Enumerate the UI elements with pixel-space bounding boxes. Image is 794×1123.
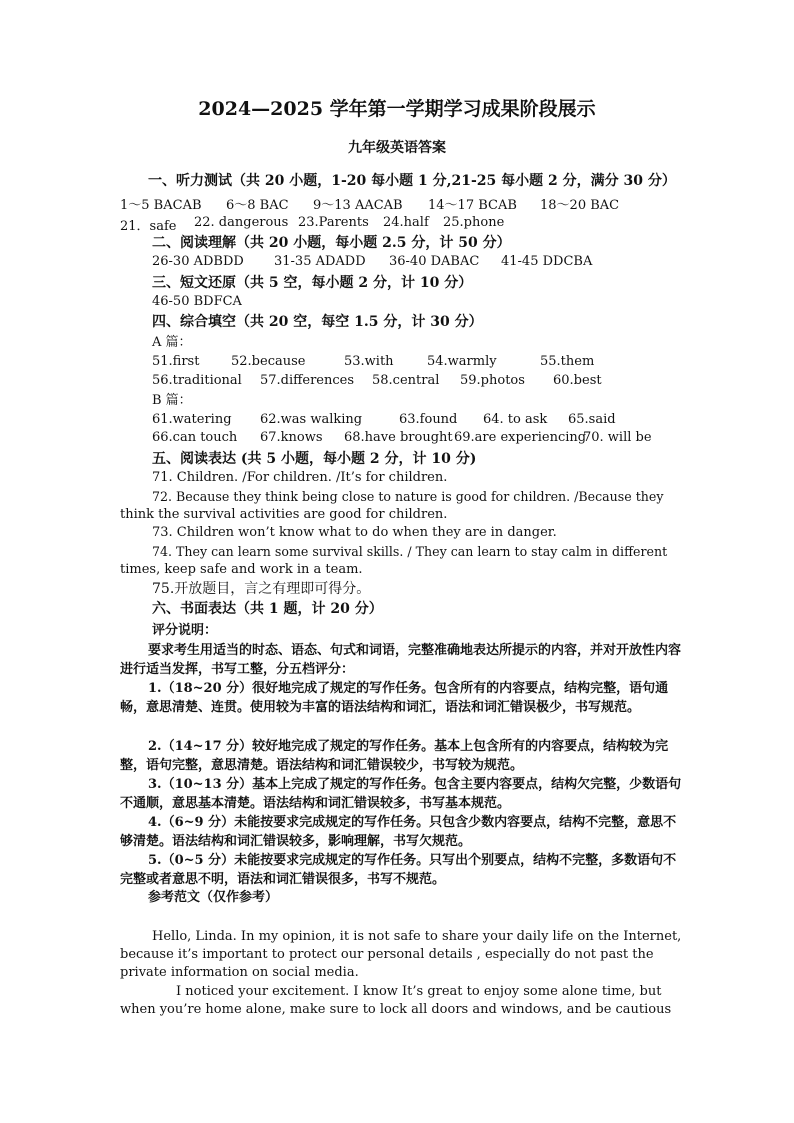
criterion-5: 5.（0~5 分）未能按要求完成规定的写作任务。只写出个别要点，结构不完整，多数语句不完整或者意思不明，语法和词汇错误很多，书写不规范。: [120, 853, 677, 887]
criterion-1: 1.（18~20 分）很好地完成了规定的写作任务。包含所有的内容要点，结构完整，语句通畅，意思清楚、连贯。使用较为丰富的语法结构和词汇，语法和词汇错误极少，书写规范。: [120, 681, 669, 715]
section-6-heading: 六、书面表达（共 1 题，计 20 分）: [152, 601, 383, 617]
answer-item: 56.traditional: [152, 373, 242, 388]
answer-74-line-1: 74. They can learn some survival skills. / They can learn to stay calm in different: [152, 544, 668, 559]
answer-item: 21．safe: [120, 219, 177, 234]
answer-73: 73. Children won’t know what to do when they are in danger.: [152, 525, 557, 540]
answer-item: 67.knows: [260, 430, 323, 445]
evaluation-label: 评分说明：: [152, 623, 218, 638]
part-b-row-2: [0, 430, 794, 448]
criterion-2: 2.（14~17 分）较好地完成了规定的写作任务。基本上包含所有的内容要点，结构较为完整，语句完整，意思清楚。语法结构和词汇错误较少，书写较为规范。: [120, 739, 669, 773]
answer-group: 14～17 BCAB: [428, 198, 517, 213]
answer-group: 41-45 DDCBA: [501, 254, 593, 269]
part-b-row-1: [0, 412, 794, 430]
answer-item: 25.phone: [443, 215, 505, 230]
answer-item: 54.warmly: [427, 354, 497, 369]
essay-line: I noticed your excitement. I know It’s great to enjoy some alone time, but: [176, 984, 662, 999]
answer-75: 75.开放题目，言之有理即可得分。: [152, 581, 371, 597]
essay-line: Hello, Linda. In my opinion, it is not safe to share your daily life on the Internet,: [152, 929, 682, 944]
answer-group: 1～5 BACAB: [120, 198, 202, 213]
answer-item: 58.central: [372, 373, 440, 388]
page-title: 2024—2025 学年第一学期学习成果阶段展示: [198, 98, 596, 120]
answer-item: 61.watering: [152, 412, 232, 427]
answer-item: 66.can touch: [152, 430, 238, 445]
answer-item: 62.was walking: [260, 412, 363, 427]
answer-group: 36-40 DABAC: [389, 254, 480, 269]
answer-item: 24.half: [383, 215, 429, 230]
answer-group: 31-35 ADADD: [274, 254, 366, 269]
answer-item: 63.found: [399, 412, 458, 427]
answer-item: 23.Parents: [298, 215, 369, 230]
criterion-4: 4.（6~9 分）未能按要求完成规定的写作任务。只包含少数内容要点，结构不完整，意思不够清楚。语法结构和词汇错误较多，影响理解，书写欠规范。: [120, 815, 677, 849]
answer-item: 69.are experiencing: [454, 430, 587, 445]
page-subtitle: 九年级英语答案: [348, 140, 446, 156]
essay-line: when you’re home alone, make sure to lock all doors and windows, and be cautious: [120, 1002, 672, 1017]
answer-item: 55.them: [540, 354, 595, 369]
answer-item: 57.differences: [260, 373, 355, 388]
answer-group: 9～13 AACAB: [313, 198, 403, 213]
part-a-row-1: [0, 354, 794, 372]
answer-group: 26-30 ADBDD: [152, 254, 244, 269]
part-a-label: A 篇：: [152, 335, 192, 350]
section-1-answers-row-2: [0, 215, 794, 233]
section-2-heading: 二、阅读理解（共 20 小题，每小题 2.5 分，计 50 分）: [152, 235, 511, 251]
answer-item: 70. will be: [583, 430, 652, 445]
answer-item: 65.said: [568, 412, 616, 427]
answer-item: 53.with: [344, 354, 394, 369]
answer-item: 52.because: [231, 354, 306, 369]
criterion-3: 3.（10~13 分）基本上完成了规定的写作任务。包含主要内容要点，结构欠完整，少数语句不通顺，意思基本清楚。语法结构和词汇错误较多，书写基本规范。: [120, 777, 682, 811]
answer-group: 18～20 BAC: [540, 198, 620, 213]
essay-line: because it’s important to protect our personal details , especially do not past the: [120, 947, 654, 962]
answer-group: 6～8 BAC: [226, 198, 289, 213]
answer-item: 22. dangerous: [194, 215, 289, 230]
answer-item: 64. to ask: [483, 412, 548, 427]
section-1-answers-row-1: [0, 194, 794, 212]
section-2-answers: [0, 254, 794, 272]
part-a-row-2: [0, 373, 794, 391]
section-5-heading: 五、阅读表达 (共 5 小题，每小题 2 分，计 10 分): [152, 451, 477, 467]
part-b-label: B 篇：: [152, 393, 192, 408]
answer-item: 59.photos: [460, 373, 525, 388]
section-1-heading: 一、听力测试（共 20 小题，1-20 每小题 1 分,21-25 每小题 2 分，满分 30 分）: [148, 173, 676, 189]
essay-line: private information on social media.: [120, 965, 359, 980]
sample-essay-label: 参考范文（仅作参考）: [148, 890, 279, 905]
section-3-answers: 46-50 BDFCA: [152, 294, 242, 309]
evaluation-intro: 要求考生用适当的时态、语态、句式和词语，完整准确地表达所提示的内容，并对开放性内容进行适当发挥，书写工整，分五档评分：: [120, 643, 682, 677]
answer-item: 60.best: [553, 373, 602, 388]
answer-71: 71. Children. /For children. /It’s for children.: [152, 470, 448, 485]
section-3-heading: 三、短文还原（共 5 空，每小题 2 分，计 10 分）: [152, 275, 473, 291]
answer-72-line-2: think the survival activities are good for children.: [120, 507, 448, 522]
answer-item: 51.first: [152, 354, 200, 369]
answer-72-line-1: 72. Because they think being close to nature is good for children. /Because they: [152, 489, 664, 504]
answer-74-line-2: times, keep safe and work in a team.: [120, 562, 363, 577]
section-4-heading: 四、综合填空（共 20 空，每空 1.5 分，计 30 分）: [152, 314, 483, 330]
answer-item: 68.have brought: [344, 430, 453, 445]
